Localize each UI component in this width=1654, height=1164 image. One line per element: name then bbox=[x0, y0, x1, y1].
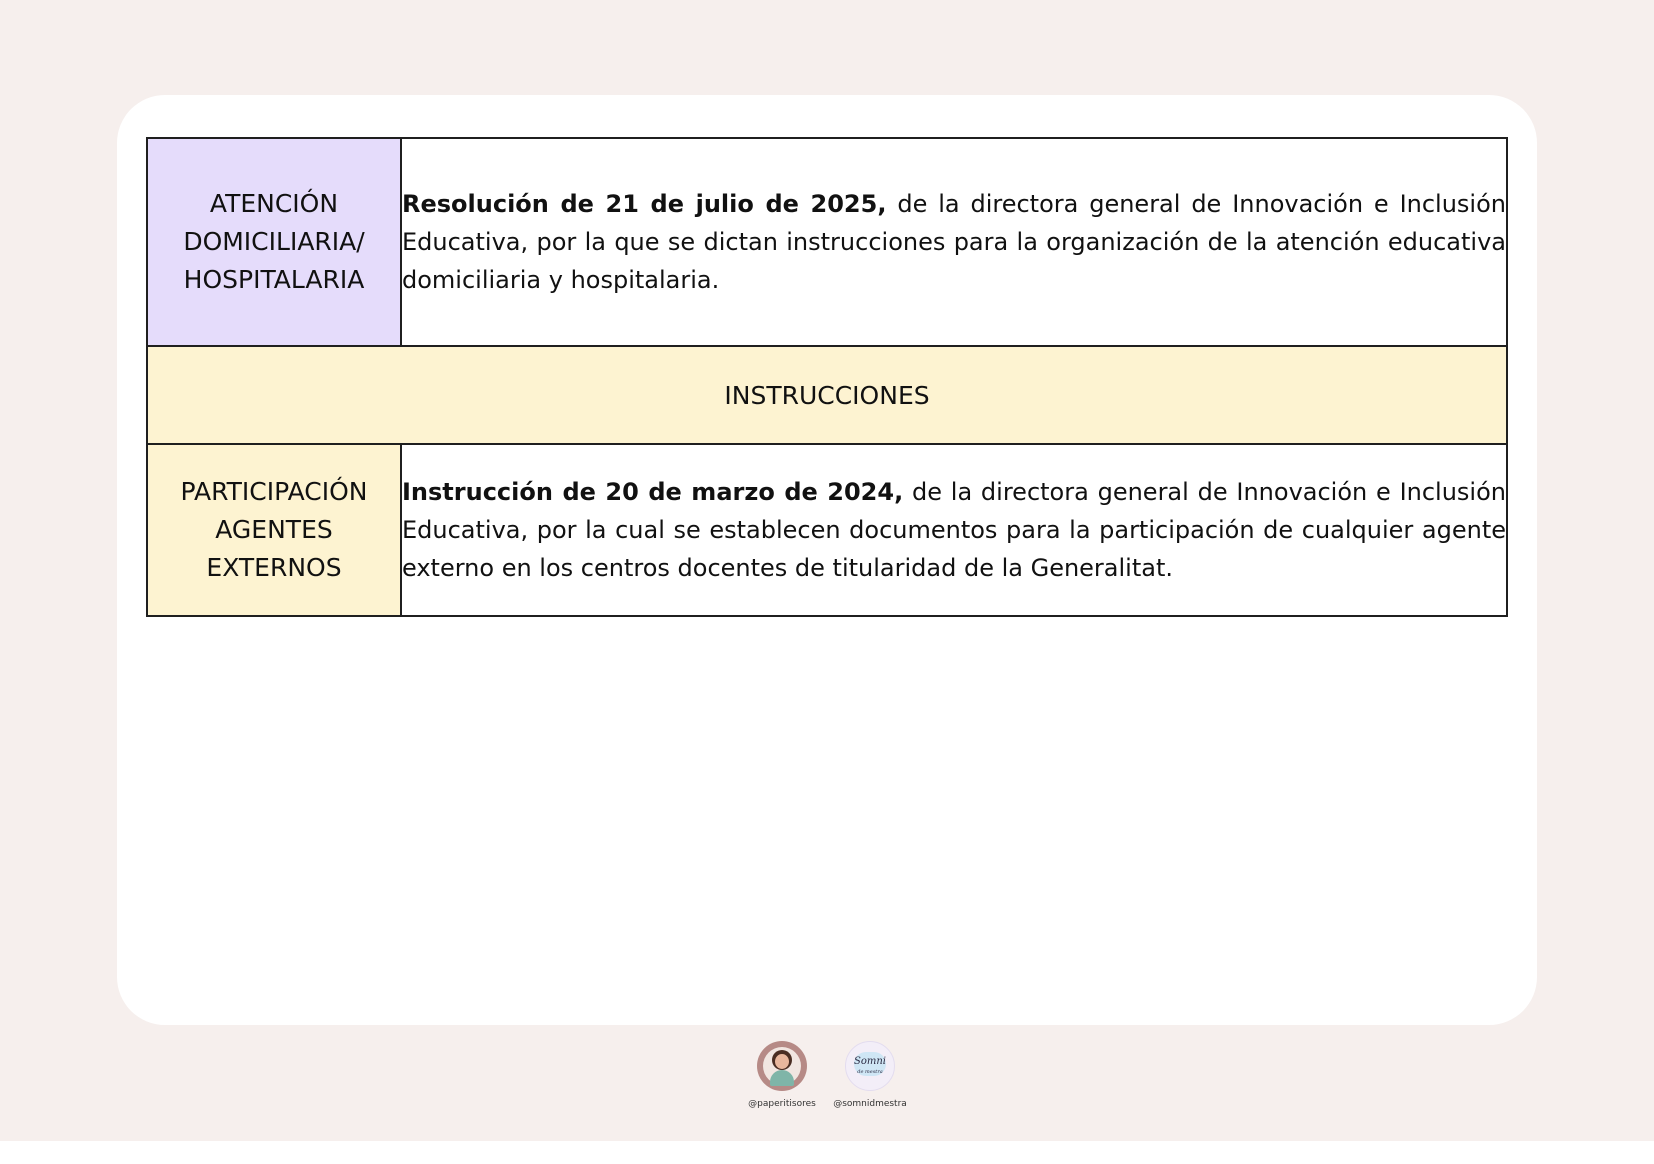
category-label-line: AGENTES bbox=[215, 515, 333, 544]
category-label-line: DOMICILIARIA/ bbox=[183, 227, 365, 256]
regulations-table bbox=[146, 137, 1508, 617]
brand-handle: @paperitisores bbox=[748, 1099, 816, 1109]
category-label-line: EXTERNOS bbox=[206, 553, 342, 582]
brand-paperitisores[interactable] bbox=[737, 1041, 827, 1110]
brand-somnidmestra[interactable] bbox=[825, 1041, 915, 1110]
regulation-description-cell bbox=[401, 444, 1507, 616]
regulation-title: Resolución de 21 de julio de 2025, bbox=[402, 190, 887, 218]
table-row bbox=[147, 138, 1507, 346]
somni-logo-icon bbox=[845, 1041, 895, 1091]
regulation-description-cell bbox=[401, 138, 1507, 346]
logo-text: Somni bbox=[854, 1056, 886, 1067]
section-title: INSTRUCCIONES bbox=[724, 380, 930, 410]
avatar-illustration-icon bbox=[757, 1041, 807, 1091]
section-header-row bbox=[147, 346, 1507, 444]
category-label-line: ATENCIÓN bbox=[209, 189, 339, 218]
logo-subtext: de mestra bbox=[857, 1069, 883, 1075]
regulation-description: de la directora general de Innovación e Inclusión Educativa, por la que se dictan instrucciones para la organización de la atención educativa domiciliaria y hospitalaria. bbox=[402, 190, 1506, 294]
content-card bbox=[117, 95, 1537, 1025]
category-label-line: PARTICIPACIÓN bbox=[180, 477, 368, 506]
regulation-title: Instrucción de 20 de marzo de 2024, bbox=[402, 478, 904, 506]
category-label-line: HOSPITALARIA bbox=[183, 265, 365, 294]
brand-handle: @somnidmestra bbox=[833, 1099, 907, 1109]
table-row bbox=[147, 444, 1507, 616]
category-label-cell bbox=[147, 138, 401, 346]
section-title-cell bbox=[147, 346, 1507, 444]
footer-credits bbox=[0, 1041, 1654, 1111]
category-label-cell bbox=[147, 444, 401, 616]
regulation-description: de la directora general de Innovación e Inclusión Educativa, por la cual se establecen documentos para la participación de cualquier agente externo en los centros docentes de titularidad de la Generalitat. bbox=[402, 478, 1506, 582]
